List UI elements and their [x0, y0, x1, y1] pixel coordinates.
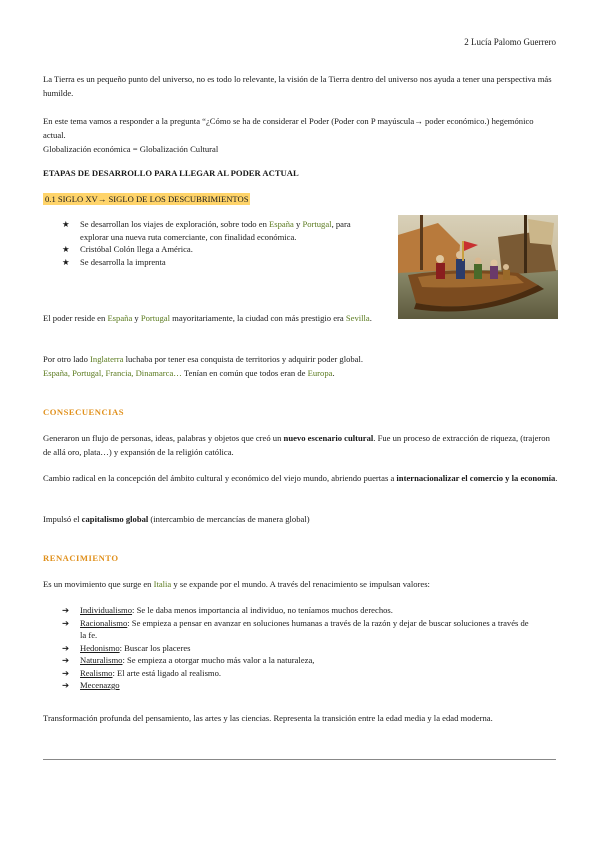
consecuencias-paragraph-1: Generaron un flujo de personas, ideas, palabras y objetos que creó un nuevo escenario cultural. Fue un proceso de extracción de riqueza, (trajeron de allá oro, plata…) y expansión de la religión católica.: [43, 433, 550, 457]
renacimiento-values-list: [62, 604, 532, 692]
star-icon: ★: [62, 256, 70, 267]
etapas-heading: ETAPAS DE DESARROLLO PARA LLEGAR AL PODER ACTUAL: [43, 168, 299, 178]
intro-p2-text-c: Globalización económica = Globalización Cultural: [43, 144, 219, 154]
arrow-right-icon: ➔: [62, 667, 70, 678]
page-header-author: 2 Lucía Palomo Guerrero: [464, 37, 556, 47]
intro-p2-text-b: poder económico.) hegemónico actual.: [43, 116, 534, 140]
list-item: ★ Se desarrolla la imprenta: [62, 256, 166, 267]
columbus-painting-image: [398, 215, 558, 319]
footer-divider: [43, 759, 556, 760]
consecuencias-paragraph-3: Impulsó el capitalismo global (intercambio de mercancías de manera global): [43, 514, 310, 524]
arrow-icon: →: [97, 194, 107, 204]
arrow-right-icon: ➔: [62, 655, 70, 665]
section-1-title-a: 0.1 SIGLO XV: [45, 194, 98, 204]
star-icon: ★: [62, 244, 70, 254]
poder-paragraph: El poder reside en España y Portugal mayoritariamente, la ciudad con más prestigio era Sevilla.: [43, 313, 372, 323]
arrow-right-icon: ➔: [62, 605, 70, 615]
arrow-right-icon: ➔: [62, 680, 70, 690]
intro-p2-text-a: En este tema vamos a responder a la pregunta “¿Cómo se ha de considerar el Poder (Poder con P mayúscula: [43, 116, 415, 126]
list-item: ➔ Hedonismo: Buscar los placeres: [62, 642, 191, 653]
list-item: ➔ Realismo: El arte está ligado al realismo.: [62, 667, 222, 678]
section-1-bullet-list: [62, 218, 362, 268]
section-1-heading: [43, 192, 250, 206]
arrow-right-icon: ➔: [62, 617, 70, 628]
list-item: ➔ Naturalismo: Se empieza a otorgar mucho más valor a la naturaleza,: [62, 655, 315, 665]
otro-lado-paragraph: Por otro lado Inglaterra luchaba por tener esa conquista de territorios y adquirir poder global. España, Portugal, Francia, Dinamarca… Tenían en común que todos eran de Europa.: [43, 354, 364, 378]
list-item: ★ Se desarrollan los viajes de exploración, sobre todo en España y Portugal, para explorar una nueva ruta comerciante, con finalidad económica.: [62, 219, 351, 242]
renacimiento-heading: RENACIMIENTO: [43, 553, 119, 563]
renacimiento-closing-paragraph: Transformación profunda del pensamiento, las artes y las ciencias. Representa la transición entre la edad media y la edad moderna.: [43, 713, 493, 723]
section-1-title-b: SIGLO DE LOS DESCUBRIMIENTOS: [106, 194, 249, 204]
list-item: ➔ Mecenazgo: [62, 680, 120, 690]
consecuencias-paragraph-2: Cambio radical en la concepción del ámbito cultural y económico del viejo mundo, abriendo puertas a internacionalizar el comercio y la economía.: [43, 473, 558, 483]
countries-list: España, Portugal, Francia, Dinamarca…: [43, 368, 182, 378]
renacimiento-intro: Es un movimiento que surge en Italia y se expande por el mundo. A través del renacimiento se impulsan valores:: [43, 579, 430, 589]
section-1-highlight: [43, 193, 250, 205]
arrow-right-icon: ➔: [62, 642, 70, 653]
intro-paragraph-2: [43, 114, 558, 156]
star-icon: ★: [62, 219, 70, 229]
arrow-icon: →: [414, 116, 423, 126]
intro-paragraph-1: La Tierra es un pequeño punto del universo, no es todo lo relevante, la visión de la Tierra dentro del universo nos ayuda a tener una perspectiva más humilde.: [43, 74, 552, 98]
list-item: ➔ Racionalismo: Se empieza a pensar en avanzar en soluciones humanas a través de la razón y dejar de buscar soluciones a través de la fe.: [62, 617, 529, 640]
consecuencias-heading: CONSECUENCIAS: [43, 407, 124, 417]
list-item: ➔ Individualismo: Se le daba menos importancia al individuo, no teníamos muchos derechos.: [62, 605, 393, 615]
list-item: ★ Cristóbal Colón llega a América.: [62, 244, 193, 254]
